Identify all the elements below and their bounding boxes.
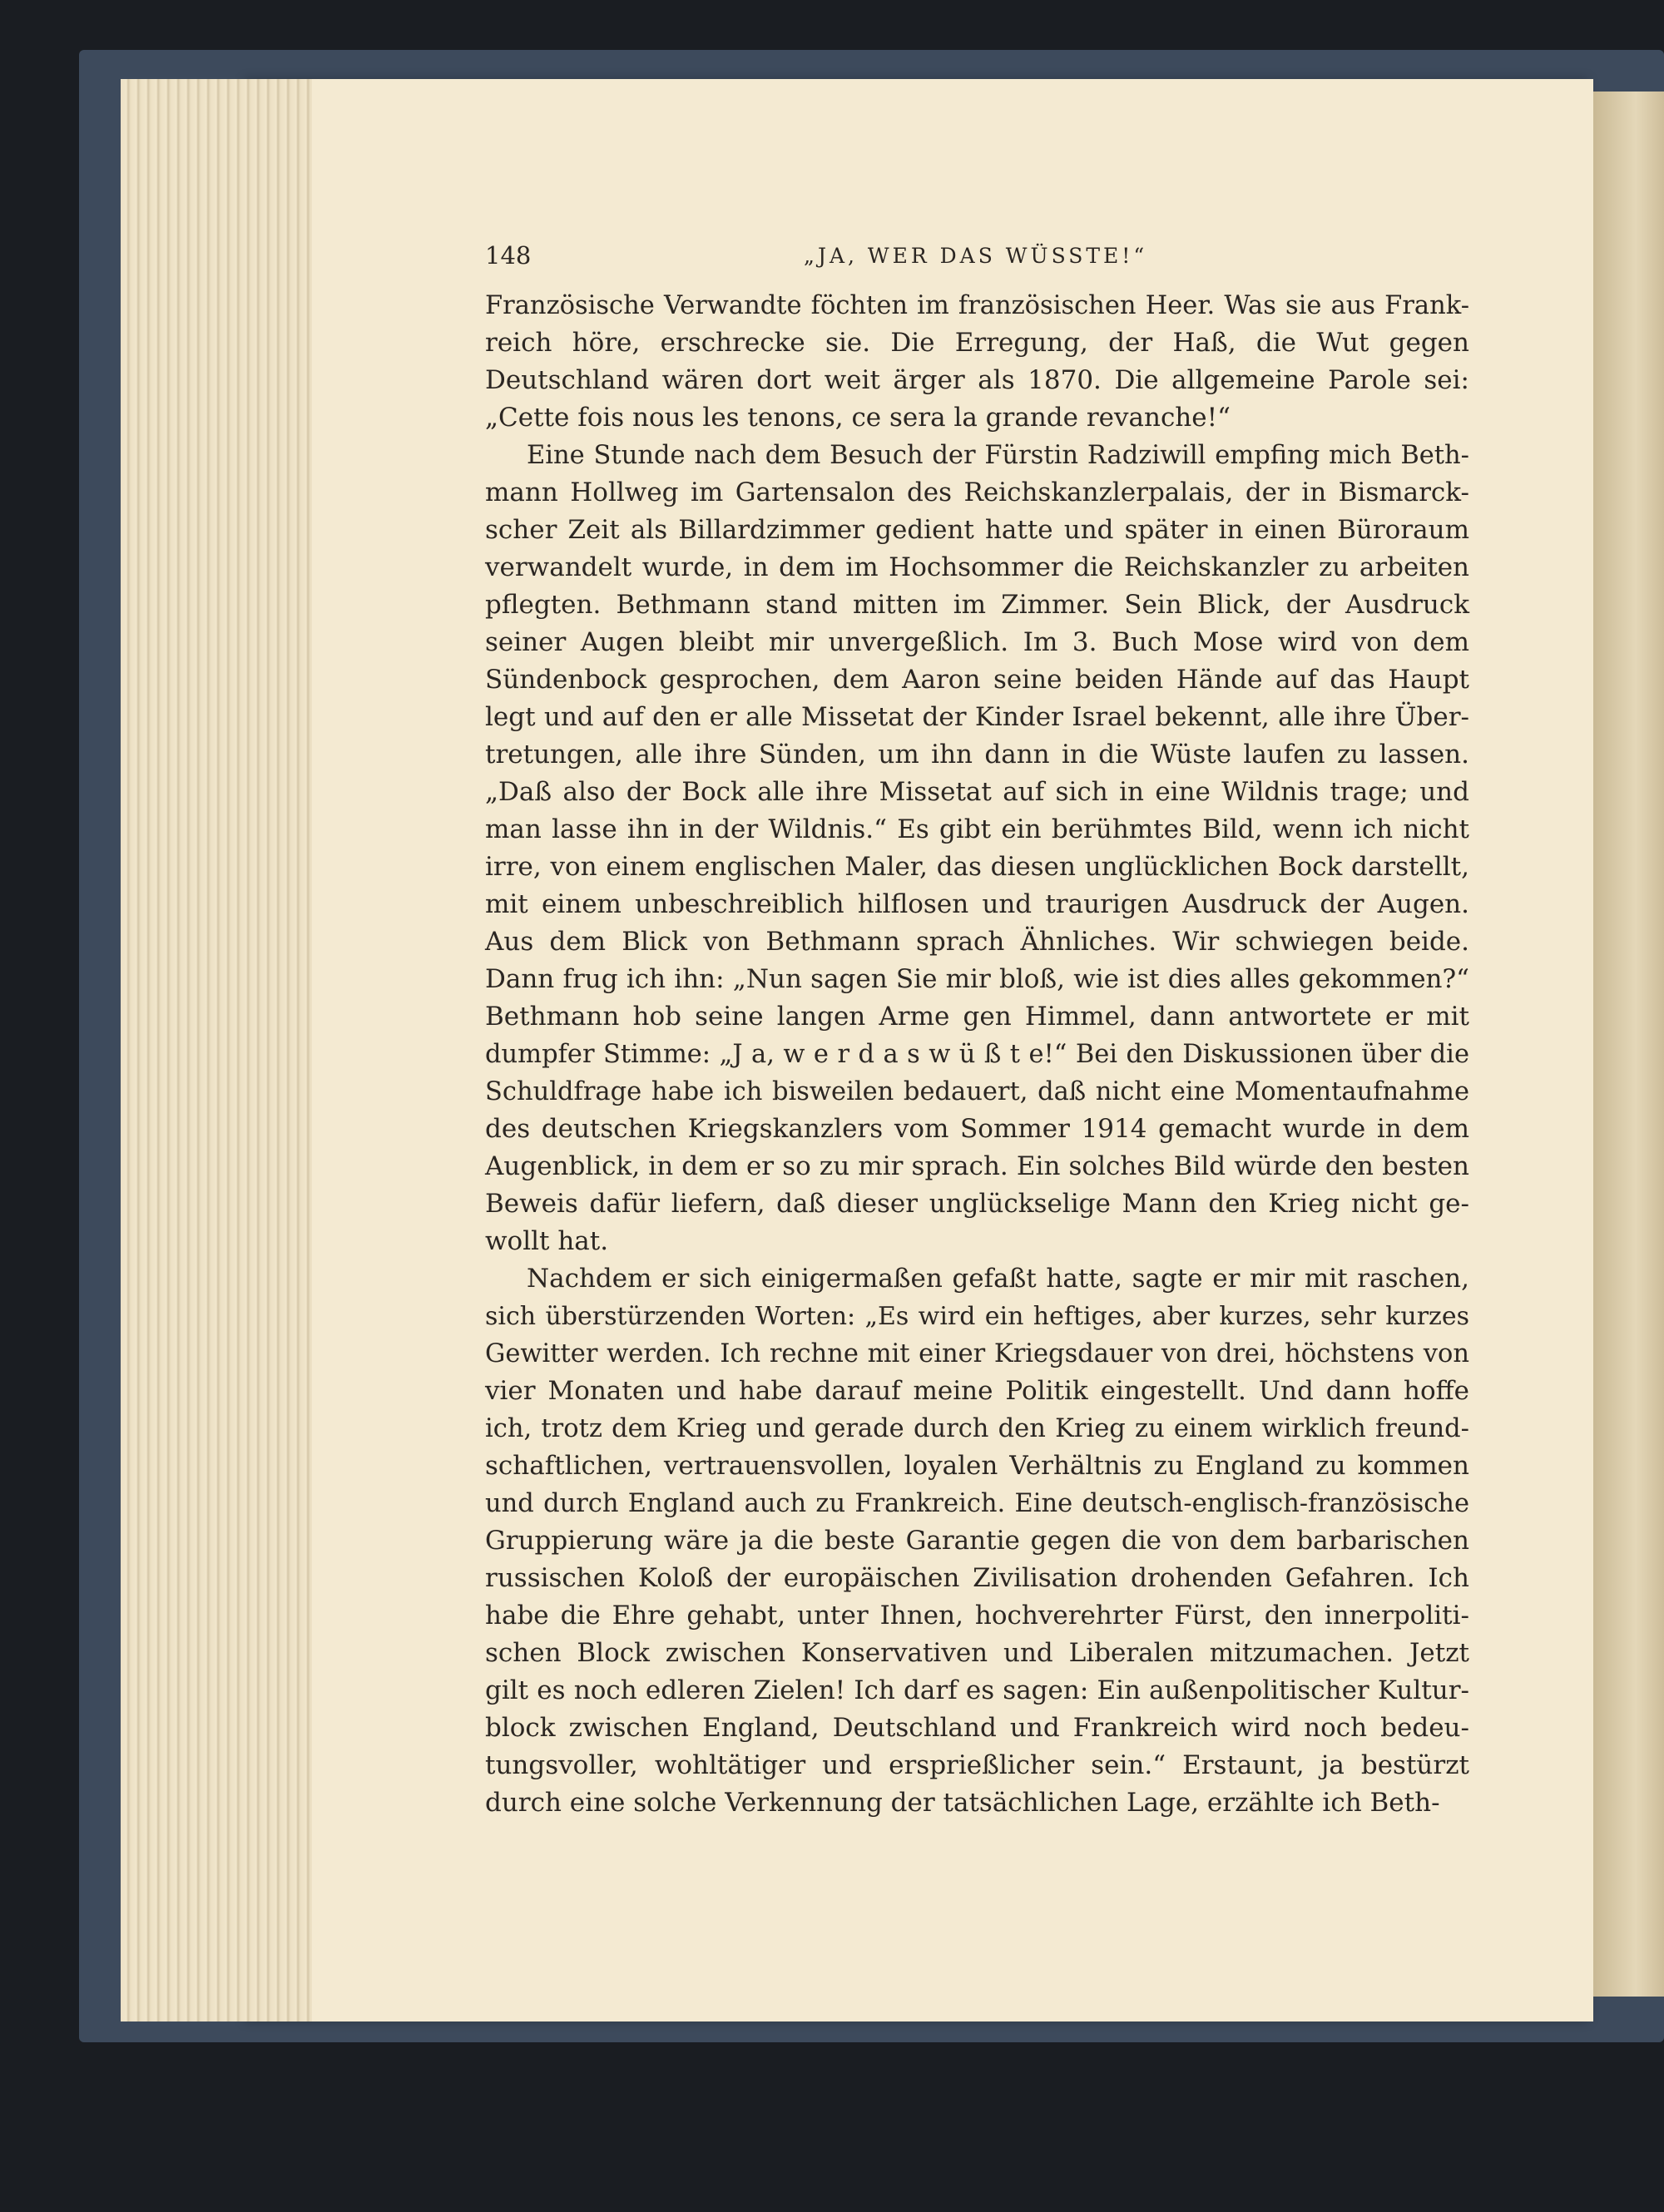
- text-line: Gruppierung wäre ja die beste Garantie gegen die von dem barbarischen: [485, 1526, 1469, 1556]
- text-line: „Daß also der Bock alle ihre Missetat auf sich in eine Wildnis trage; und: [485, 777, 1469, 807]
- text-line: Schuldfrage habe ich bisweilen bedauert, daß nicht eine Momentaufnahme: [485, 1077, 1469, 1106]
- body-text: [485, 287, 1469, 1822]
- text-line: seiner Augen bleibt mir unvergeßlich. Im 3. Buch Mose wird von dem: [485, 627, 1469, 657]
- text-line: durch eine solche Verkennung der tatsächlichen Lage, erzählte ich Beth-: [485, 1788, 1440, 1818]
- text-line: Deutschland wären dort weit ärger als 1870. Die allgemeine Parole sei:: [485, 365, 1469, 395]
- text-line: habe die Ehre gehabt, unter Ihnen, hochverehrter Fürst, den innerpoliti-: [485, 1601, 1469, 1631]
- paragraph: [485, 437, 1469, 1260]
- page-number: 148: [485, 241, 532, 270]
- text-line: Dann frug ich ihn: „Nun sagen Sie mir bloß, wie ist dies alles gekommen?“: [485, 964, 1469, 994]
- text-line: vier Monaten und habe darauf meine Politik eingestellt. Und dann hoffe: [485, 1376, 1469, 1406]
- text-line: man lasse ihn in der Wildnis.“ Es gibt ein berühmtes Bild, wenn ich nicht: [485, 814, 1469, 844]
- text-line: tungsvoller, wohltätiger und ersprießlicher sein.“ Erstaunt, ja bestürzt: [485, 1750, 1469, 1780]
- text-line: pflegten. Bethmann stand mitten im Zimmer. Sein Blick, der Ausdruck: [485, 590, 1469, 620]
- page-edges: [121, 79, 312, 2021]
- text-line: irre, von einem englischen Maler, das diesen unglücklichen Bock darstellt,: [485, 852, 1469, 882]
- text-line: Nachdem er sich einigermaßen gefaßt hatte, sagte er mir mit raschen,: [527, 1264, 1469, 1294]
- page-text: [485, 241, 1469, 1822]
- text-line: ich, trotz dem Krieg und gerade durch den Krieg zu einem wirklich freund-: [485, 1414, 1469, 1443]
- text-line: sich überstürzenden Worten: „Es wird ein heftiges, aber kurzes, sehr kurzes: [485, 1302, 1469, 1331]
- text-line: Gewitter werden. Ich rechne mit einer Kriegsdauer von drei, höchstens von: [485, 1339, 1469, 1368]
- text-line: „Cette fois nous les tenons, ce sera la grande revanche!“: [485, 403, 1231, 433]
- text-line: mit einem unbeschreiblich hilflosen und traurigen Ausdruck der Augen.: [485, 889, 1469, 919]
- text-line: legt und auf den er alle Missetat der Kinder Israel bekennt, alle ihre Über-: [485, 702, 1469, 732]
- text-line: Französische Verwandte föchten im französischen Heer. Was sie aus Frank-: [485, 291, 1469, 320]
- text-line: verwandelt wurde, in dem im Hochsommer die Reichskanzler zu arbeiten: [485, 552, 1469, 582]
- text-line: Augenblick, in dem er so zu mir sprach. Ein solches Bild würde den besten: [485, 1151, 1469, 1181]
- text-line: tretungen, alle ihre Sünden, um ihn dann in die Wüste laufen zu lassen.: [485, 740, 1469, 769]
- running-head: [485, 241, 1469, 283]
- text-line: gilt es noch edleren Zielen! Ich darf es sagen: Ein außenpolitischer Kultur-: [485, 1675, 1469, 1705]
- paragraph: [485, 1260, 1469, 1822]
- book-gutter: [1593, 92, 1664, 1997]
- text-line: russischen Koloß der europäischen Zivilisation drohenden Gefahren. Ich: [485, 1563, 1469, 1593]
- text-line: Aus dem Blick von Bethmann sprach Ähnliches. Wir schwiegen beide.: [485, 927, 1469, 957]
- running-title: „JA, WER DAS WÜSSTE!“: [804, 244, 1148, 268]
- text-line: des deutschen Kriegskanzlers vom Sommer 1914 gemacht wurde in dem: [485, 1114, 1469, 1144]
- text-line: schen Block zwischen Konservativen und Liberalen mitzumachen. Jetzt: [485, 1638, 1469, 1668]
- text-line: reich höre, erschrecke sie. Die Erregung, der Haß, die Wut gegen: [485, 328, 1469, 358]
- text-line: wollt hat.: [485, 1226, 609, 1256]
- text-line: Sündenbock gesprochen, dem Aaron seine beiden Hände auf das Haupt: [485, 665, 1469, 695]
- text-line: block zwischen England, Deutschland und Frankreich wird noch bedeu-: [485, 1713, 1469, 1743]
- text-line: und durch England auch zu Frankreich. Eine deutsch-englisch-französische: [485, 1489, 1469, 1518]
- text-line: scher Zeit als Billardzimmer gedient hatte und später in einen Büroraum: [485, 515, 1469, 545]
- text-line: dumpfer Stimme: „J a, w e r d a s w ü ß t e!“ Bei den Diskussionen über die: [485, 1040, 1469, 1069]
- paragraph: [485, 287, 1469, 437]
- text-line: Bethmann hob seine langen Arme gen Himmel, dann antwortete er mit: [485, 1002, 1469, 1032]
- text-line: mann Hollweg im Gartensalon des Reichskanzlerpalais, der in Bismarck-: [485, 478, 1469, 507]
- text-line: Eine Stunde nach dem Besuch der Fürstin Radziwill empfing mich Beth-: [527, 441, 1469, 470]
- text-line: Beweis dafür liefern, daß dieser unglückselige Mann den Krieg nicht ge-: [485, 1189, 1469, 1219]
- text-line: schaftlichen, vertrauensvollen, loyalen Verhältnis zu England zu kommen: [485, 1451, 1469, 1481]
